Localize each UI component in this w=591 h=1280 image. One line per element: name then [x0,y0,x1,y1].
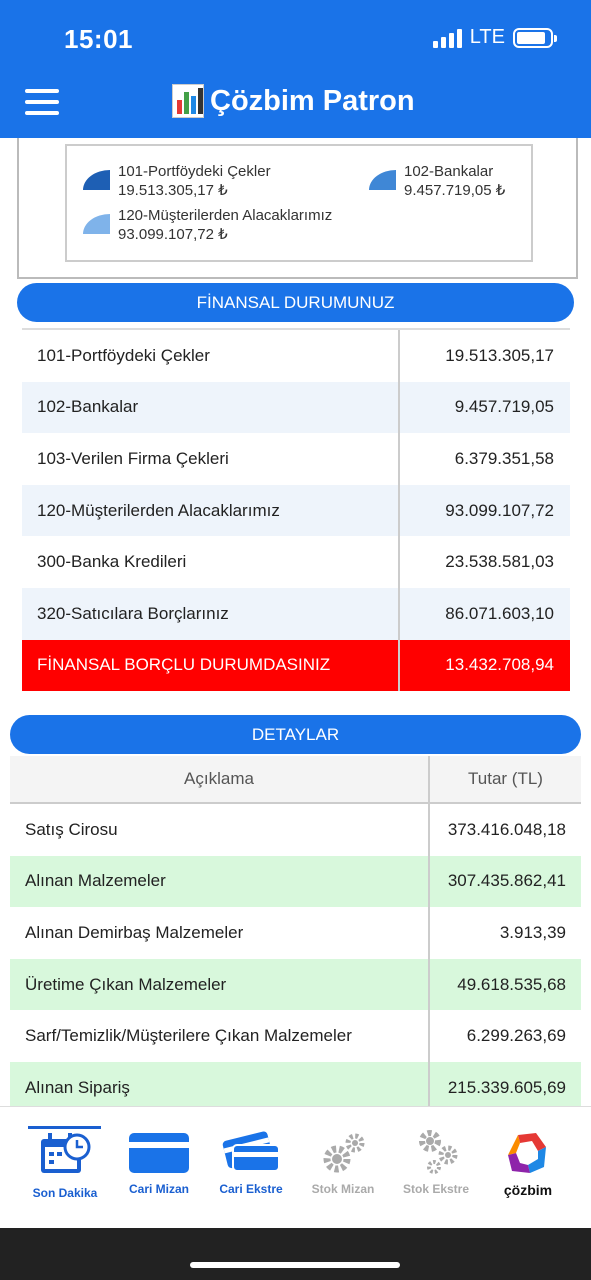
row-label: Alınan Malzemeler [10,856,430,908]
table-row [22,382,570,434]
row-value: 23.538.581,03 [445,552,554,572]
column-header-aciklama: Açıklama [10,756,430,802]
card-icon [127,1127,191,1175]
row-label: 101-Portföydeki Çekler [22,330,400,382]
row-value: 49.618.535,68 [457,974,566,994]
gears-icon [311,1127,375,1175]
table-row [10,907,581,959]
column-header-tutar: Tutar (TL) [468,769,543,788]
row-value: 307.435.862,41 [447,871,566,891]
row-value: 373.416.048,18 [447,819,566,839]
detaylar-banner: DETAYLAR [10,715,581,754]
battery-icon [513,28,553,48]
cards-icon [219,1127,283,1175]
bottom-tab-bar [0,1106,591,1228]
row-value: 3.913,39 [499,922,566,942]
table-row [10,856,581,908]
table-row [10,804,581,856]
table-row [22,330,570,382]
tab-label: çözbim [503,1182,553,1198]
home-indicator[interactable] [190,1262,400,1268]
gears-icon [404,1127,468,1175]
total-value: 13.432.708,94 [445,655,554,675]
status-time: 15:01 [64,24,133,54]
table-row [22,536,570,588]
row-value: 86.071.603,10 [445,603,554,623]
tab-label: Stok Mizan [311,1182,375,1196]
legend-swatch-icon [83,170,110,190]
signal-icon [433,28,462,48]
row-label: 300-Banka Kredileri [22,536,400,588]
legend-value: 9.457.719,05 ₺ [404,182,506,199]
table-row [22,588,570,640]
table-row [22,485,570,537]
chart-card [17,138,578,279]
row-value: 6.379.351,58 [454,448,554,468]
cozbim-logo-icon [496,1127,560,1179]
tab-cari-ekstre[interactable] [211,1127,291,1196]
table-row [10,959,581,1011]
row-label: Sarf/Temizlik/Müşterilere Çıkan Malzemeler [10,1010,430,1062]
chart-legend [65,144,533,262]
tab-stok-mizan[interactable] [303,1127,383,1196]
network-type: LTE [469,26,505,48]
legend-item [83,206,332,244]
finansal-banner: FİNANSAL DURUMUNUZ [17,283,574,322]
tab-label: Stok Ekstre [402,1182,470,1196]
row-label: 120-Müşterilerden Alacaklarımız [22,485,400,537]
row-value: 9.457.719,05 [454,397,554,417]
tab-label: Cari Ekstre [219,1182,283,1196]
total-row [22,640,570,692]
tab-cari-mizan[interactable] [119,1127,199,1196]
row-label: Üretime Çıkan Malzemeler [10,959,430,1011]
row-label: 102-Bankalar [22,382,400,434]
legend-swatch-icon [369,170,396,190]
calendar-clock-icon [37,1127,93,1179]
row-label: 103-Verilen Firma Çekleri [22,433,400,485]
legend-label: 102-Bankalar [404,163,494,180]
legend-label: 101-Portföydeki Çekler [118,163,271,180]
detaylar-table [10,756,581,1114]
row-label: Alınan Sipariş [10,1062,430,1114]
home-bar-area [0,1228,591,1280]
row-value: 215.339.605,69 [447,1077,566,1097]
legend-swatch-icon [83,214,110,234]
row-value: 6.299.263,69 [466,1026,566,1046]
row-value: 93.099.107,72 [445,500,554,520]
tab-son-dakika[interactable] [25,1127,105,1200]
hamburger-menu-icon[interactable] [25,89,59,115]
finansal-table [22,328,570,691]
legend-item [83,162,271,200]
app-title-text: Çözbim Patron [210,84,415,117]
tab-stok-ekstre[interactable] [396,1127,476,1196]
legend-item [369,162,505,200]
row-label: Alınan Demirbaş Malzemeler [10,907,430,959]
legend-value: 19.513.305,17 ₺ [118,182,228,199]
app-title [172,84,415,118]
tab-label: Son Dakika [32,1186,98,1200]
row-value: 19.513.305,17 [445,345,554,365]
total-label: FİNANSAL BORÇLU DURUMDASINIZ [22,640,400,692]
tab-label: Cari Mizan [128,1182,189,1196]
status-icons [433,26,553,49]
table-header [10,756,581,804]
bar-chart-logo-icon [172,84,204,118]
legend-label: 120-Müşterilerden Alacaklarımız [118,207,333,224]
tab-cozbim[interactable] [488,1127,568,1198]
table-row [22,433,570,485]
row-label: Satış Cirosu [10,804,430,856]
app-header [0,0,591,138]
legend-value: 93.099.107,72 ₺ [118,226,228,243]
table-row [10,1010,581,1062]
row-label: 320-Satıcılara Borçlarınız [22,588,400,640]
